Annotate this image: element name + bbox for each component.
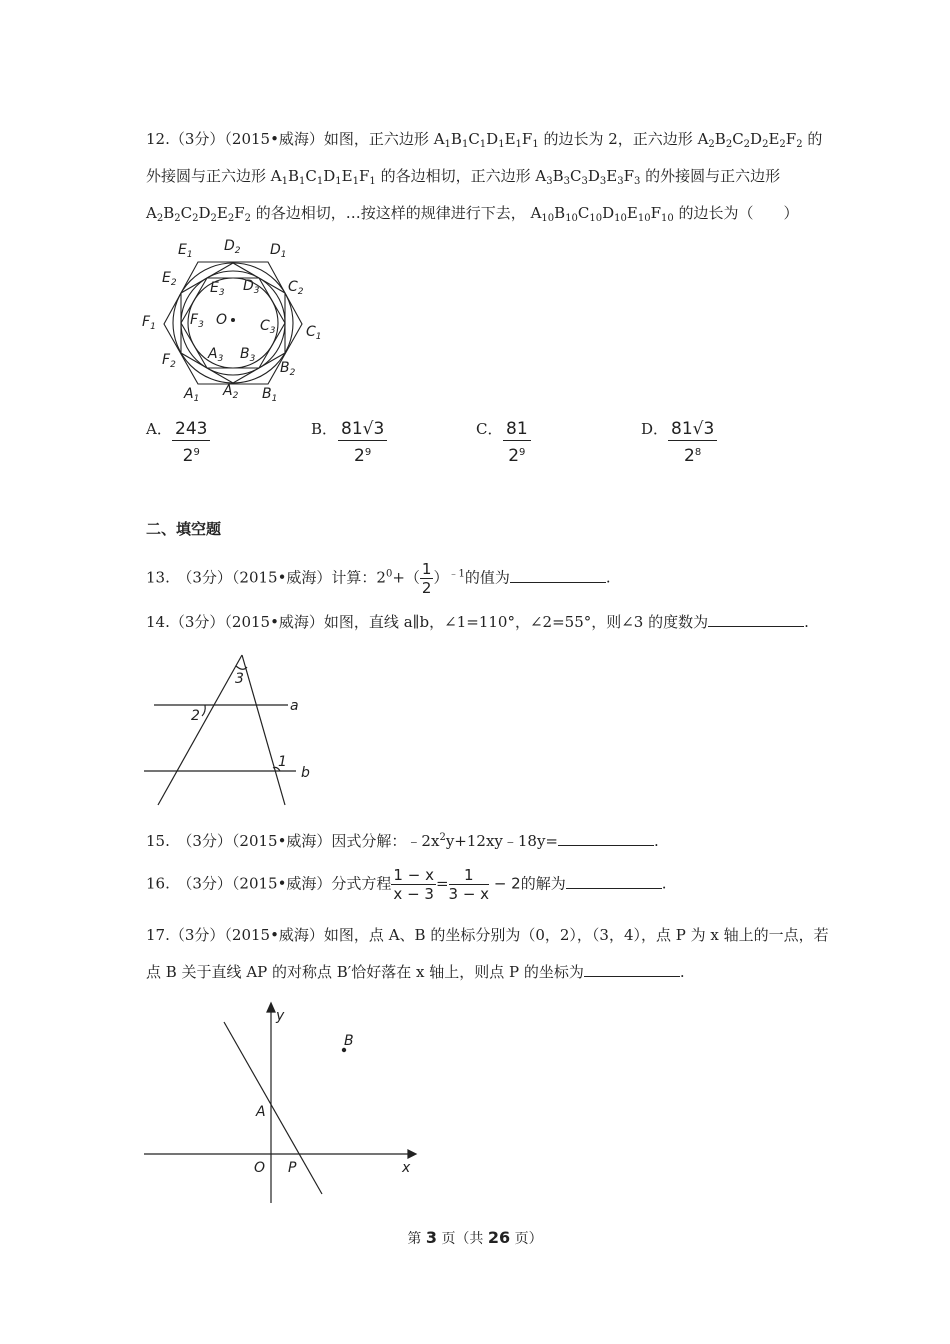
svg-text:2: 2 — [191, 708, 200, 724]
svg-text:A1: $A_1$ — [184, 386, 200, 404]
option-d-value: 81√3 $2^8$ — [668, 418, 717, 468]
hexagon-figure — [140, 232, 340, 404]
q13: 13. （3分）（2015•威海）计算：$2^0+$（ $\frac{1}{2}$ ）$^{﹣1}$的值为 . — [146, 560, 611, 597]
svg-text:O: O — [216, 312, 228, 328]
option-b-letter: B． — [311, 420, 338, 438]
option-c-letter: C． — [476, 420, 503, 438]
line-ap — [224, 1022, 322, 1194]
svg-text:b: b — [301, 765, 310, 781]
q12-line3: $A_2B_2C_2D_2E_2F_2$ 的各边相切，…按这样的规律进行下去， $A_{10}B_{10}C_{10}D_{10}E_{10}F_{10}$ 的边长为（ ） — [146, 204, 799, 224]
svg-text:1: 1 — [278, 754, 287, 770]
svg-text:B2: $B_2$ — [280, 360, 296, 378]
center-dot — [231, 318, 235, 322]
svg-text:P: P — [288, 1160, 297, 1176]
transversal-left — [158, 655, 242, 805]
svg-text:E3: $E_3$ — [210, 280, 225, 298]
option-a-value: 243 $2^9$ — [172, 418, 210, 468]
svg-text:E1: $E_1$ — [178, 242, 193, 260]
svg-text:x: x — [402, 1160, 411, 1176]
svg-text:B: B — [344, 1033, 354, 1049]
svg-text:A: A — [256, 1104, 266, 1120]
svg-text:F1: $F_1$ — [142, 314, 156, 332]
section-heading: 二、填空题 — [146, 520, 222, 538]
svg-text:C1: $C_1$ — [306, 324, 322, 342]
transversal-right — [242, 655, 285, 805]
q12-line1: 12.（3分）（2015•威海）如图，正六边形 $A_1B_1C_1D_1E_1F_1$ 的边长为 2，正六边形 $A_2B_2C_2D_2E_2F_2$ 的 — [146, 130, 823, 150]
parallel-lines-figure — [140, 650, 320, 810]
answer-blank[interactable] — [708, 612, 804, 627]
svg-text:y: y — [276, 1008, 285, 1024]
q12-line2: 外接圆与正六边形 $A_1B_1C_1D_1E_1F_1$ 的各边相切，正六边形 $A_3B_3C_3D_3E_3F_3$ 的外接圆与正六边形 — [146, 167, 781, 187]
svg-text:O: O — [254, 1160, 266, 1176]
answer-blank[interactable] — [510, 568, 606, 583]
svg-text:A2: $A_2$ — [223, 383, 239, 401]
svg-text:a: a — [290, 698, 299, 714]
y-axis-arrow — [267, 1003, 275, 1012]
q17-line2: 点 B 关于直线 AP 的对称点 B′恰好落在 x 轴上，则点 P 的坐标为 . — [146, 963, 685, 981]
q17-line1: 17.（3分）（2015•威海）如图，点 A、B 的坐标分别为（0，2），（3，4），点 P 为 x 轴上的一点，若 — [146, 926, 829, 944]
option-c-value: 81 $2^9$ — [503, 418, 531, 468]
svg-text:B3: $B_3$ — [240, 346, 256, 364]
svg-text:E2: $E_2$ — [162, 270, 177, 288]
svg-text:D3: $D_3$ — [243, 278, 260, 296]
svg-text:D2: $D_2$ — [224, 238, 241, 256]
answer-blank[interactable] — [558, 831, 654, 846]
answer-blank[interactable] — [584, 962, 680, 977]
option-d-letter: D． — [641, 420, 669, 438]
q15: 15. （3分）（2015•威海）因式分解：$﹣2x^2y+12xy﹣18y=$ . — [146, 832, 659, 850]
svg-text:F3: $F_3$ — [190, 312, 204, 330]
q16: 16. （3分）（2015•威海）分式方程 $\frac{1 - x}{x - 3}$ = $\frac{1}{3 - x}$ − 2的解为 . — [146, 866, 667, 903]
q14: 14.（3分）（2015•威海）如图，直线 a∥b，∠1=110°，∠2=55°，则∠3 的度数为 . — [146, 613, 809, 631]
option-a-letter: A． — [146, 420, 172, 438]
svg-text:C2: $C_2$ — [288, 279, 304, 297]
svg-text:A3: $A_3$ — [208, 346, 224, 364]
svg-text:D1: $D_1$ — [270, 242, 287, 260]
coordinate-figure — [140, 1000, 430, 1210]
page-footer: 第 3 页（共 26 页） — [407, 1228, 543, 1247]
x-axis-arrow — [408, 1150, 416, 1158]
option-b-value: 81√3 $2^9$ — [338, 418, 387, 468]
answer-blank[interactable] — [566, 874, 662, 889]
svg-text:B1: $B_1$ — [262, 386, 278, 404]
svg-text:F2: $F_2$ — [162, 352, 176, 370]
svg-text:3: 3 — [235, 671, 244, 687]
svg-text:C3: $C_3$ — [260, 318, 276, 336]
